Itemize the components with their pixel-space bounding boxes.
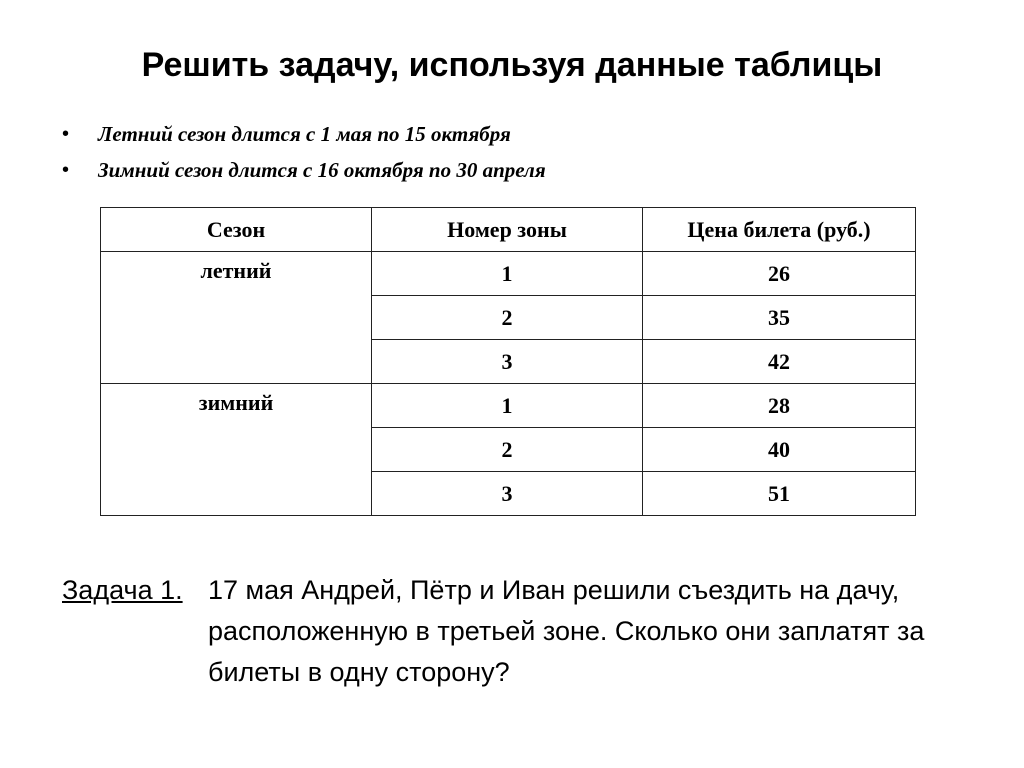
price-cell: 35 [643,296,916,340]
season-cell: зимний [101,384,372,516]
bullet-list [62,116,546,188]
price-cell: 42 [643,340,916,384]
bullet-item-summer [62,116,546,152]
zone-cell: 2 [372,296,643,340]
zone-cell: 1 [372,252,643,296]
bullet-item-winter [62,152,546,188]
price-cell: 40 [643,428,916,472]
price-cell: 51 [643,472,916,516]
task-block [62,570,968,693]
task-text: 17 мая Андрей, Пётр и Иван решили съездить на дачу, расположенную в третьей зоне. Сколько они заплатят за билеты в одну сторону? [208,575,925,687]
bullet-marker: • [62,123,70,145]
header-season: Сезон [101,208,372,252]
price-cell: 28 [643,384,916,428]
table-row [101,252,916,296]
bullet-marker: • [62,159,70,181]
price-cell: 26 [643,252,916,296]
table-header-row [101,208,916,252]
zone-cell: 1 [372,384,643,428]
price-table [100,207,916,516]
zone-cell: 3 [372,472,643,516]
task-label: Задача 1. [62,575,183,605]
table-row [101,384,916,428]
season-cell: летний [101,252,372,384]
header-price: Цена билета (руб.) [643,208,916,252]
page-title: Решить задачу, используя данные таблицы [141,46,883,84]
zone-cell: 3 [372,340,643,384]
zone-cell: 2 [372,428,643,472]
bullet-text: Летний сезон длится с 1 мая по 15 октября [98,122,511,146]
bullet-text: Зимний сезон длится с 16 октября по 30 апреля [98,158,546,182]
header-zone: Номер зоны [372,208,643,252]
